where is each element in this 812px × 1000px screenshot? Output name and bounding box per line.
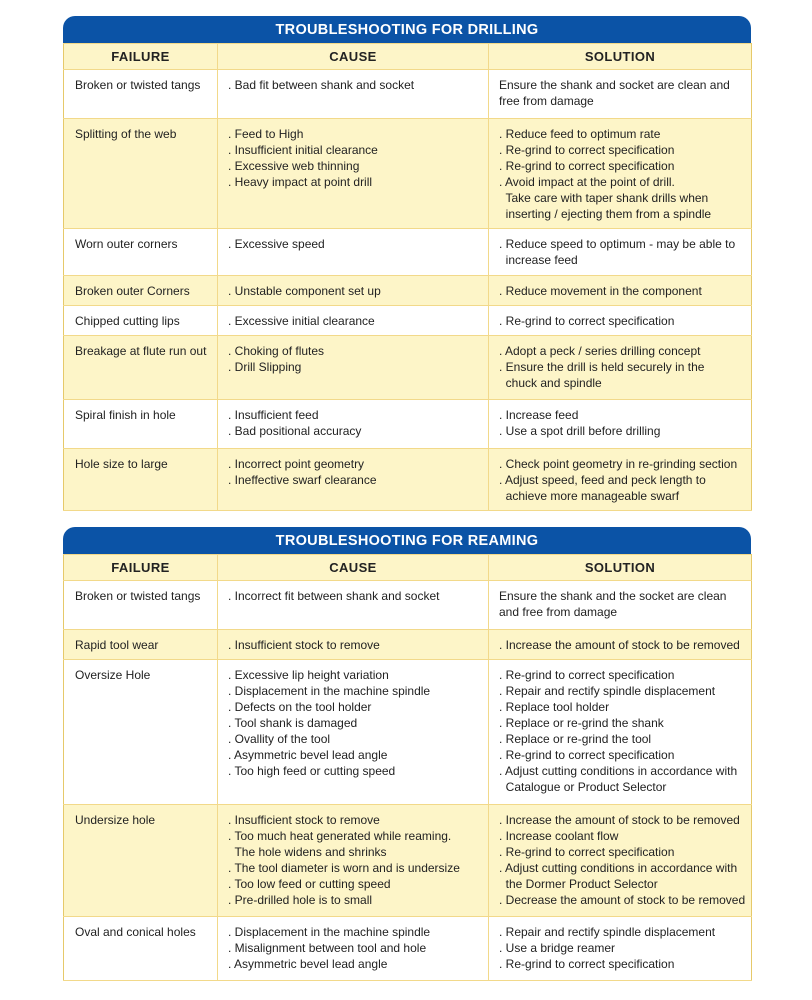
failure-text: Broken outer Corners: [75, 284, 190, 298]
solution-line: Catalogue or Product Selector: [499, 780, 667, 794]
solution-line: the Dormer Product Selector: [499, 877, 658, 891]
solution-line: . Increase feed: [499, 408, 579, 422]
table-row: [64, 336, 752, 400]
solution-line: . Re-grind to correct specification: [499, 748, 675, 762]
solution-line: free from damage: [499, 94, 594, 108]
cause-line: . Unstable component set up: [228, 284, 381, 298]
failure-cell: [64, 336, 218, 400]
failure-cell: [64, 805, 218, 917]
cause-cell: [218, 581, 489, 630]
solution-cell: [489, 119, 752, 229]
table-row: [64, 630, 752, 660]
cause-line: . Insufficient initial clearance: [228, 143, 378, 157]
failure-text: Broken or twisted tangs: [75, 589, 201, 603]
table-row: [64, 581, 752, 630]
reaming-title: TROUBLESHOOTING FOR REAMING: [63, 527, 751, 554]
failure-text: Broken or twisted tangs: [75, 78, 201, 92]
solution-line: . Check point geometry in re-grinding section: [499, 457, 738, 471]
cause-cell: [218, 400, 489, 449]
solution-line: . Replace tool holder: [499, 700, 610, 714]
solution-line: . Re-grind to correct specification: [499, 143, 675, 157]
cause-line: . Incorrect point geometry: [228, 457, 365, 471]
cause-cell: [218, 276, 489, 306]
drilling-title: TROUBLESHOOTING FOR DRILLING: [63, 16, 751, 43]
solution-cell: [489, 400, 752, 449]
failure-cell: [64, 276, 218, 306]
cause-cell: [218, 917, 489, 981]
cause-line: . Ovallity of the tool: [228, 732, 331, 746]
cause-line: . Pre-drilled hole is to small: [228, 893, 373, 907]
cause-line: . Tool shank is damaged: [228, 716, 358, 730]
failure-header: FAILURE: [64, 555, 218, 581]
failure-text: Spiral finish in hole: [75, 408, 176, 422]
table-row: [64, 229, 752, 276]
failure-cell: [64, 660, 218, 805]
solution-line: increase feed: [499, 253, 578, 267]
solution-line: . Reduce movement in the component: [499, 284, 702, 298]
solution-line: . Ensure the drill is held securely in the: [499, 360, 705, 374]
drilling-table: [63, 43, 752, 511]
solution-line: . Re-grind to correct specification: [499, 957, 675, 971]
reaming-header-row: [64, 555, 752, 581]
drilling-header-row: [64, 44, 752, 70]
cause-line: . Bad fit between shank and socket: [228, 78, 415, 92]
failure-cell: [64, 581, 218, 630]
failure-text: Hole size to large: [75, 457, 168, 471]
solution-line: . Use a spot drill before drilling: [499, 424, 661, 438]
cause-line: . Misalignment between tool and hole: [228, 941, 427, 955]
solution-line: inserting / ejecting them from a spindle: [499, 207, 712, 221]
failure-text: Oval and conical holes: [75, 925, 196, 939]
cause-cell: [218, 449, 489, 511]
cause-line: . Displacement in the machine spindle: [228, 925, 431, 939]
solution-line: . Adjust cutting conditions in accordance with: [499, 764, 738, 778]
solution-line: . Re-grind to correct specification: [499, 845, 675, 859]
solution-line: . Reduce feed to optimum rate: [499, 127, 661, 141]
cause-line: . Incorrect fit between shank and socket: [228, 589, 440, 603]
cause-line: . Insufficient feed: [228, 408, 319, 422]
solution-line: . Use a bridge reamer: [499, 941, 616, 955]
cause-line: . Heavy impact at point drill: [228, 175, 373, 189]
cause-line: . Asymmetric bevel lead angle: [228, 957, 388, 971]
cause-cell: [218, 336, 489, 400]
cause-line: . Excessive speed: [228, 237, 325, 251]
failure-cell: [64, 449, 218, 511]
solution-cell: [489, 70, 752, 119]
solution-cell: [489, 630, 752, 660]
reaming-troubleshooting-section: [63, 527, 751, 981]
solution-line: . Re-grind to correct specification: [499, 668, 675, 682]
solution-cell: [489, 229, 752, 276]
solution-line: . Re-grind to correct specification: [499, 159, 675, 173]
failure-text: Worn outer corners: [75, 237, 178, 251]
cause-line: . Bad positional accuracy: [228, 424, 362, 438]
cause-line: . Feed to High: [228, 127, 304, 141]
solution-cell: [489, 276, 752, 306]
failure-text: Oversize Hole: [75, 668, 151, 682]
cause-cell: [218, 70, 489, 119]
cause-cell: [218, 229, 489, 276]
solution-header: SOLUTION: [489, 555, 752, 581]
solution-line: and free from damage: [499, 605, 618, 619]
table-row: [64, 276, 752, 306]
cause-line: . Too much heat generated while reaming.: [228, 829, 452, 843]
failure-text: Splitting of the web: [75, 127, 177, 141]
cause-line: . Asymmetric bevel lead angle: [228, 748, 388, 762]
solution-line: . Increase the amount of stock to be removed: [499, 813, 740, 827]
cause-line: . Too high feed or cutting speed: [228, 764, 396, 778]
cause-line: . Insufficient stock to remove: [228, 638, 380, 652]
failure-cell: [64, 229, 218, 276]
cause-line: . Ineffective swarf clearance: [228, 473, 377, 487]
solution-cell: [489, 306, 752, 336]
cause-line: The hole widens and shrinks: [228, 845, 387, 859]
cause-cell: [218, 306, 489, 336]
cause-line: . Insufficient stock to remove: [228, 813, 380, 827]
cause-line: . Excessive initial clearance: [228, 314, 375, 328]
solution-line: chuck and spindle: [499, 376, 602, 390]
cause-line: . Excessive lip height variation: [228, 668, 389, 682]
solution-line: Ensure the shank and socket are clean and: [499, 78, 730, 92]
solution-line: . Repair and rectify spindle displacement: [499, 925, 716, 939]
table-row: [64, 805, 752, 917]
failure-text: Undersize hole: [75, 813, 156, 827]
failure-cell: [64, 70, 218, 119]
reaming-table: [63, 554, 752, 981]
failure-text: Chipped cutting lips: [75, 314, 180, 328]
solution-line: . Replace or re-grind the shank: [499, 716, 664, 730]
solution-line: . Increase the amount of stock to be removed: [499, 638, 740, 652]
table-row: [64, 306, 752, 336]
failure-cell: [64, 119, 218, 229]
solution-line: achieve more manageable swarf: [499, 489, 680, 503]
solution-cell: [489, 917, 752, 981]
solution-cell: [489, 660, 752, 805]
solution-cell: [489, 805, 752, 917]
solution-line: . Adjust speed, feed and peck length to: [499, 473, 706, 487]
cause-header: CAUSE: [218, 44, 489, 70]
cause-line: . Defects on the tool holder: [228, 700, 372, 714]
solution-line: . Re-grind to correct specification: [499, 314, 675, 328]
table-row: [64, 70, 752, 119]
table-row: [64, 660, 752, 805]
cause-header: CAUSE: [218, 555, 489, 581]
table-row: [64, 917, 752, 981]
solution-line: . Decrease the amount of stock to be removed: [499, 893, 746, 907]
table-row: [64, 119, 752, 229]
failure-header: FAILURE: [64, 44, 218, 70]
cause-line: . The tool diameter is worn and is undersize: [228, 861, 460, 875]
solution-cell: [489, 449, 752, 511]
failure-cell: [64, 917, 218, 981]
failure-cell: [64, 306, 218, 336]
cause-line: . Drill Slipping: [228, 360, 302, 374]
solution-line: . Reduce speed to optimum - may be able to: [499, 237, 736, 251]
failure-cell: [64, 400, 218, 449]
cause-cell: [218, 805, 489, 917]
solution-line: . Replace or re-grind the tool: [499, 732, 652, 746]
solution-cell: [489, 336, 752, 400]
solution-line: Ensure the shank and the socket are clean: [499, 589, 727, 603]
cause-line: . Choking of flutes: [228, 344, 325, 358]
drilling-table-body: [64, 70, 752, 511]
cause-cell: [218, 630, 489, 660]
solution-line: . Adjust cutting conditions in accordance with: [499, 861, 738, 875]
solution-line: . Adopt a peck / series drilling concept: [499, 344, 701, 358]
cause-cell: [218, 119, 489, 229]
failure-cell: [64, 630, 218, 660]
solution-line: Take care with taper shank drills when: [499, 191, 709, 205]
reaming-table-body: [64, 581, 752, 981]
cause-line: . Too low feed or cutting speed: [228, 877, 391, 891]
cause-cell: [218, 660, 489, 805]
table-row: [64, 400, 752, 449]
solution-header: SOLUTION: [489, 44, 752, 70]
failure-text: Breakage at flute run out: [75, 344, 207, 358]
cause-line: . Excessive web thinning: [228, 159, 360, 173]
drilling-troubleshooting-section: [63, 16, 751, 511]
solution-line: . Increase coolant flow: [499, 829, 619, 843]
table-row: [64, 449, 752, 511]
solution-line: . Avoid impact at the point of drill.: [499, 175, 675, 189]
cause-line: . Displacement in the machine spindle: [228, 684, 431, 698]
solution-line: . Repair and rectify spindle displacement: [499, 684, 716, 698]
solution-cell: [489, 581, 752, 630]
failure-text: Rapid tool wear: [75, 638, 159, 652]
